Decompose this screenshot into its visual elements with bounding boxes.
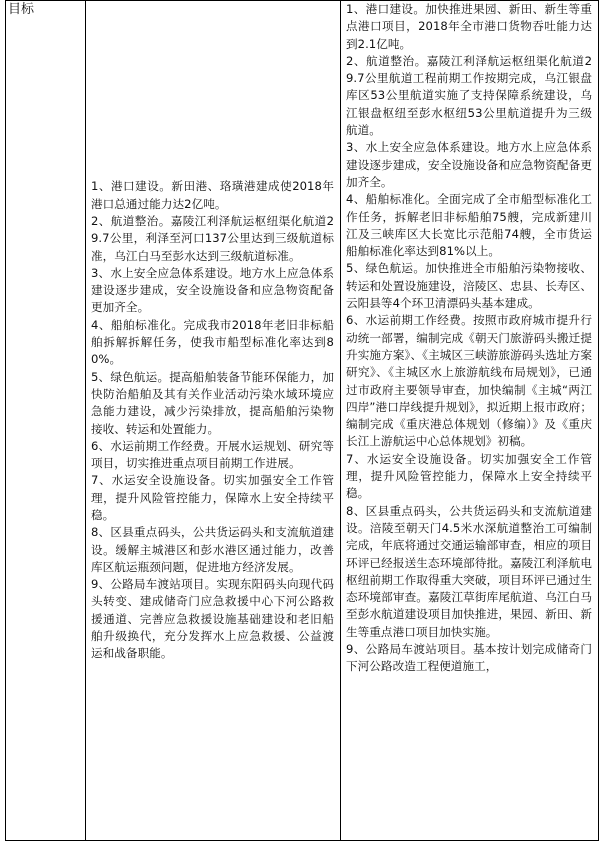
completion-item: 5、绿色航运。加快推进全市船舶污染物接收、转运和处置设施建设，涪陵区、忠县、长寿区、云阳县等4个环卫清漂码头基本建成。: [346, 261, 592, 311]
goals-row: [6, 1, 599, 841]
target-item: 1、港口建设。新田港、珞璜港建成使2018年港口总通过能力达2亿吨。: [91, 179, 334, 211]
completion-item: 2、航道整治。嘉陵江利泽航运枢纽渠化航道29.7公里航道工程前期工作按期完成，乌江银盘库区53公里航道实施了支持保障系统建设，乌江银盘枢纽至彭水枢纽53公里航道提升为三级航道。: [346, 53, 592, 138]
goals-table: [5, 0, 599, 841]
target-item: 4、船舶标准化。完成我市2018年老旧非标船舶拆解拆解任务，使我市船型标准化率达到80%。: [91, 317, 334, 367]
row-label-cell: [6, 1, 86, 841]
completion-item: 9、公路局车渡站项目。基本按计划完成储奇门下河公路改造工程便道施工，: [346, 641, 592, 674]
row-label: 目标: [8, 2, 35, 17]
completion-item: 4、船舶标准化。全面完成了全市船型标准化工作任务，拆解老旧非标船舶75艘，完成新建川江及三峡库区大长宽比示范船74艘，全市货运船舶标准化率达到81%以上。: [346, 192, 592, 259]
completion-item: 1、港口建设。加快推进果园、新田、新生等重点港口项目，2018年全市港口货物吞吐能力达到2.1亿吨。: [346, 2, 592, 51]
completion-item: 7、水运安全设施设备。切实加强安全工作管理，提升风险管控能力，保障水上安全持续平稳。: [346, 451, 592, 501]
completion-status-content: [346, 1, 592, 840]
target-item: 6、水运前期工作经费。开展水运规划、研究等项目，切实推进重点项目前期工作进展。: [91, 438, 334, 471]
annual-targets-cell: [86, 1, 341, 841]
completion-item: 6、水运前期工作经费。按照市政府城市提升行动统一部署，编制完成《朝天门旅游码头搬迁提升实施方案》、《主城区三峡游旅游码头选址方案研究》、《主城区水上旅游航线布局规划》，已通过市政府主要领导审查，加快编制《主城“两江四岸”港口岸线提升规划》，拟近期上报市政府；编制完成《重庆港总体规划（修编）》及《重庆长江上游航运中心总体规划》初稿。: [346, 313, 592, 449]
target-item: 9、公路局车渡站项目。实现东阳码头向现代码头转变、建成储奇门应急救援中心下河公路救援通道、完善应急救援设施基础建设和老旧船舶升级换代，充分发挥水上应急救援、公益渡运和战备职能。: [91, 577, 334, 661]
completion-item: 3、水上安全应急体系建设。地方水上应急体系建设逐步建成，安全设施设备和应急物资配备更加齐全。: [346, 140, 592, 189]
completion-status-cell: [341, 1, 599, 841]
completion-item: 8、区县重点码头，公共货运码头和支流航道建设。涪陵至朝天门4.5米水深航道整治工可编制完成，年底将通过交通运输部审查，相应的项目环评已经报送生态环境部待批。嘉陵江利泽航电枢纽前期工作取得重大突破，项目环评已通过生态环境部审查。嘉陵江草街库尾航道、乌江白马至彭水航道建设项目加快推进，果园、新田、新生等重点港口项目加快实施。: [346, 503, 592, 639]
target-item: 8、区县重点码头，公共货运码头和支流航道建设。缓解主城港区和彭水港区通过能力，改善库区航运瓶颈问题，促进地方经济发展。: [91, 525, 334, 574]
target-item: 5、绿色航运。提高船舶装备节能环保能力，加快防治船舶及其有关作业活动污染水域环境应急能力建设，减少污染排放，提高船舶污染物接收、转运和处置能力。: [91, 369, 334, 436]
target-item: 2、航道整治。嘉陵江利泽航运枢纽渠化航道29.7公里，利泽至河口137公里达到三级航道标准，乌江白马至彭水达到三级航道标准。: [91, 213, 334, 263]
target-item: 3、水上安全应急体系建设。地方水上应急体系建设逐步建成，安全设施设备和应急物资配备更加齐全。: [91, 265, 334, 315]
target-item: 7、水运安全设施设备。切实加强安全工作管理，提升风险管控能力，保障水上安全持续平稳。: [91, 473, 334, 522]
